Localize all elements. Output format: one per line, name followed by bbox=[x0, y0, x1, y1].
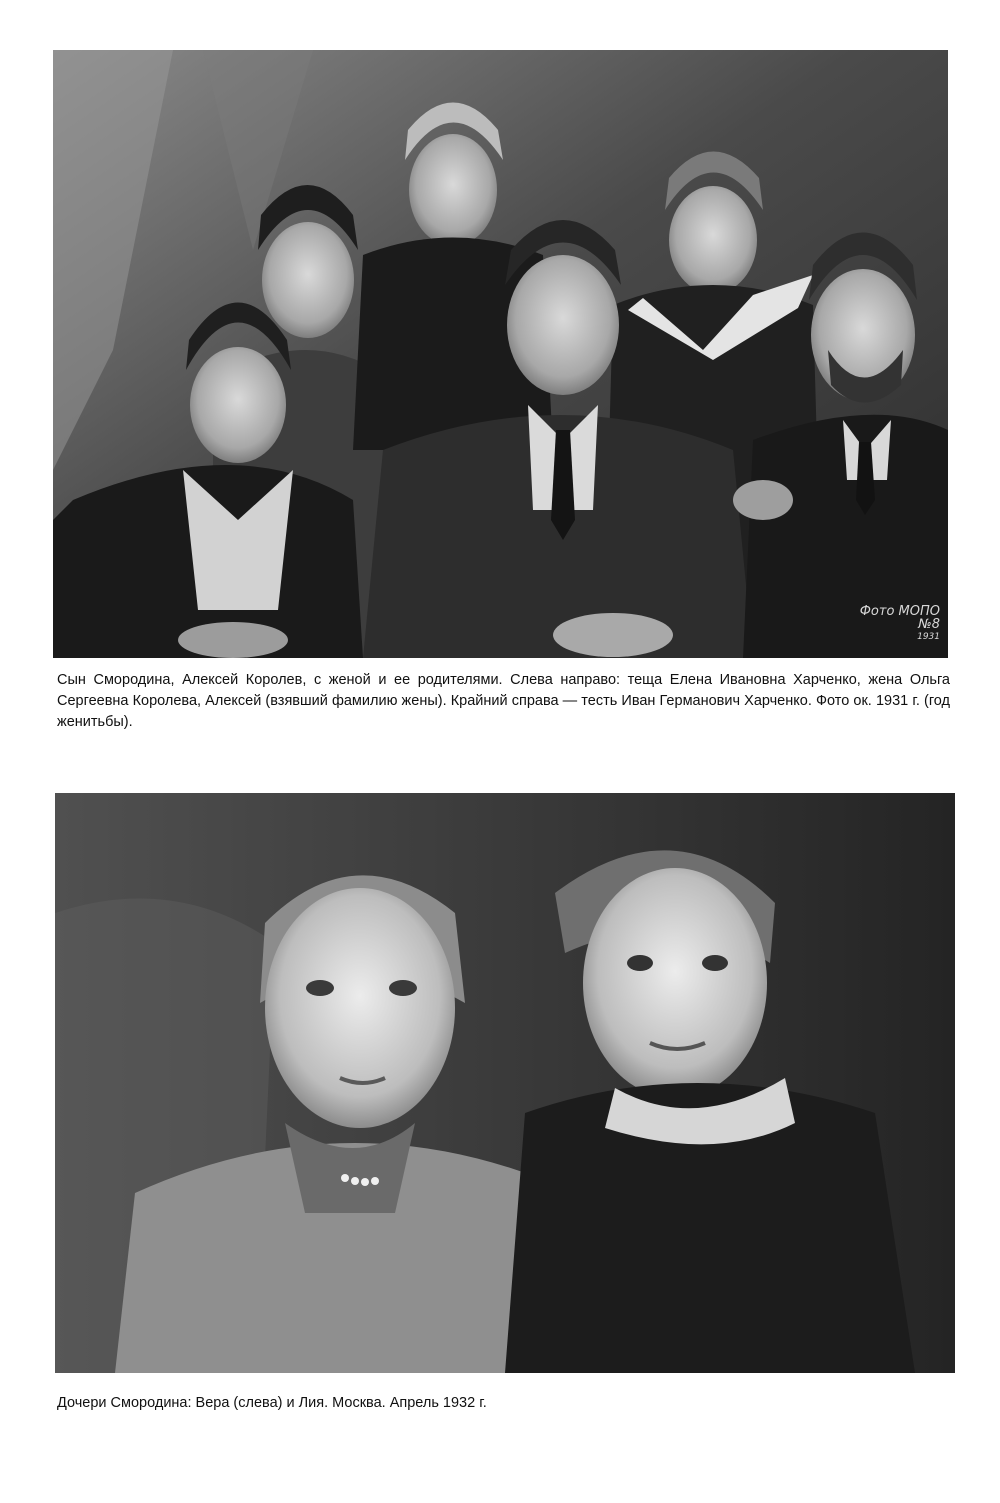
photo-caption-1: Сын Смородина, Алексей Королев, с женой и ее родителями. Слева направо: теща Елена Ивановна Харченко, жена Ольга Сергеевна Королева, Алексей (взявший фамилию жены). Крайний справа — тесть Иван Германович Харченко. Фото ок. 1931 г. (год женитьбы). bbox=[57, 672, 950, 730]
photo-studio-stamp bbox=[860, 605, 940, 644]
stamp-line-1: Фото МОПО bbox=[859, 604, 940, 619]
stamp-line-3: 1931 bbox=[917, 632, 940, 642]
daughters-portrait-photo bbox=[55, 793, 955, 1373]
family-group-photo-image bbox=[53, 50, 948, 658]
family-group-photo bbox=[53, 50, 948, 658]
photo-caption-2: Дочери Смородина: Вера (слева) и Лия. Москва. Апрель 1932 г. bbox=[57, 1395, 487, 1411]
daughters-portrait-photo-image bbox=[55, 793, 955, 1373]
stamp-line-2: №8 bbox=[918, 617, 940, 632]
